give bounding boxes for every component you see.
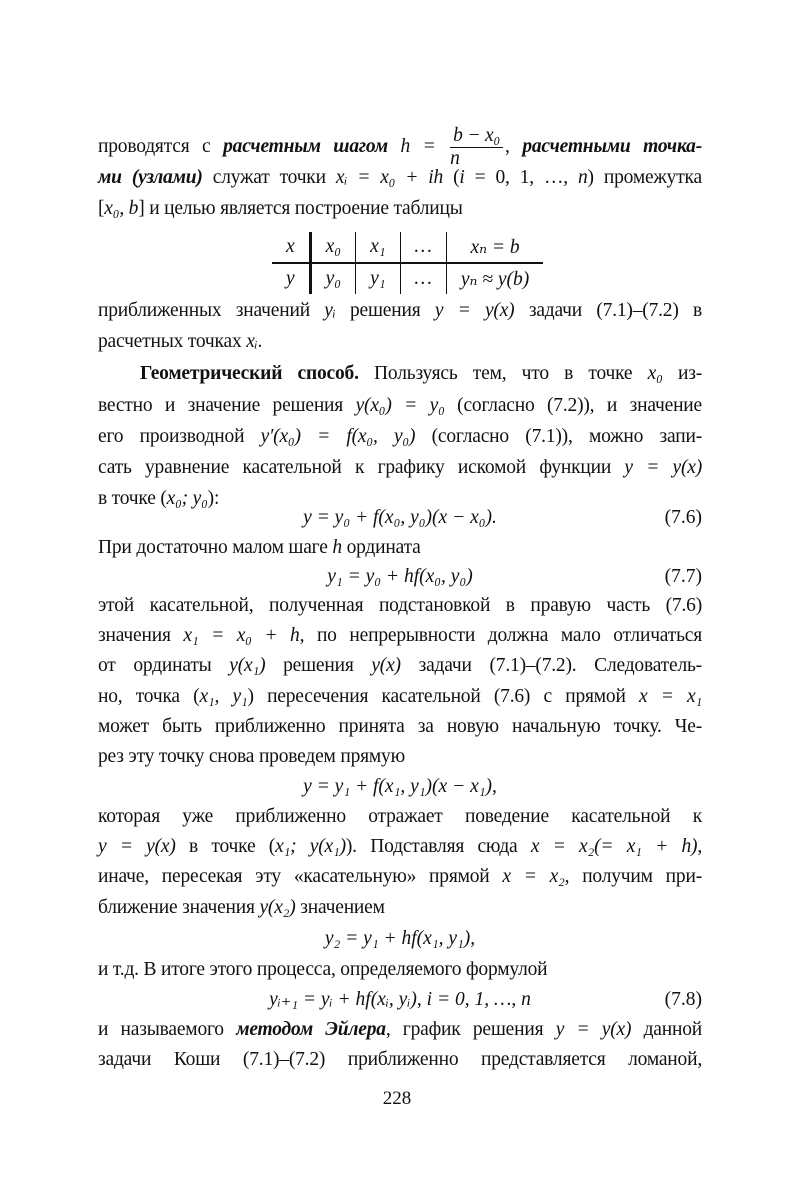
- text-run: приближенных значений: [98, 300, 325, 321]
- text-line: [98, 624, 702, 648]
- text-run: задачи Коши (7.1)–(7.2) приближенно представляется ломаной,: [98, 1049, 702, 1070]
- table-cell: …: [400, 263, 446, 294]
- text-run: но, точка (: [98, 686, 200, 707]
- text-run: ] и целью является построение таблицы: [138, 198, 463, 219]
- math-expression: yᵢ: [324, 300, 336, 321]
- equation-body: y = y₀ + f(x₀, y₀)(x − x₀).: [303, 507, 497, 528]
- text-run: рез эту точку снова проведем прямую: [98, 746, 405, 767]
- emphasized-term: расчетным шагом: [223, 135, 388, 157]
- text-run: Пользуясь тем, что в точке: [358, 363, 648, 384]
- text-line: [98, 715, 702, 739]
- text-line: [98, 865, 702, 889]
- text-line: [98, 685, 702, 709]
- text-line: [98, 654, 702, 678]
- fraction: [450, 125, 503, 170]
- equation-body: y₂ = y₁ + hf(x₁, y₁),: [324, 928, 476, 949]
- text-run: , по непрерывности должна мало отличаться: [299, 625, 702, 646]
- text-line: [98, 456, 702, 480]
- text-line: [98, 197, 702, 221]
- table-cell: xₙ = b: [446, 232, 543, 263]
- math-expression: y(x): [371, 655, 401, 676]
- text-line: [98, 1018, 702, 1042]
- text-run: ):: [207, 488, 220, 509]
- text-run: решения: [265, 655, 372, 676]
- text-run: ,: [697, 836, 702, 857]
- text-line: [98, 835, 702, 859]
- text-run: , график решения: [385, 1019, 556, 1040]
- math-expression: x = x₁: [639, 686, 702, 707]
- text-run: вестно и значение решения: [98, 395, 356, 416]
- math-expression: y = y(x): [434, 300, 515, 321]
- text-run: ) промежутка: [587, 167, 702, 188]
- math-expression: y(x₀) = y₀: [355, 395, 445, 416]
- equation-number: (7.7): [664, 566, 702, 587]
- text-run: и т.д. В итоге этого процесса, определяемого формулой: [98, 959, 548, 980]
- text-run: и называемого: [98, 1019, 237, 1040]
- text-run: значением: [295, 897, 385, 918]
- denominator: n: [450, 148, 460, 169]
- math-expression: h: [332, 537, 342, 558]
- math-expression: y = y(x): [555, 1019, 632, 1040]
- text-run: ближение значения: [98, 897, 260, 918]
- text-run: [: [98, 198, 105, 219]
- equation-body: y = y₁ + f(x₁, y₁)(x − x₁),: [303, 776, 497, 797]
- text-run: этой касательной, полученная подстановкой в правую часть (7.6): [98, 595, 702, 616]
- text-line: [98, 166, 702, 190]
- values-table: [272, 232, 543, 294]
- emphasized-term: ми (узлами): [98, 167, 203, 188]
- math-expression: xᵢ: [246, 331, 258, 352]
- table-row-y: [272, 263, 543, 294]
- math-expression: y′(x₀) = f(x₀, y₀): [260, 426, 416, 447]
- table-cell: y₁: [356, 263, 400, 294]
- text-run: ордината: [341, 537, 421, 558]
- text-run: ,: [505, 135, 523, 157]
- text-run: (согласно (7.2)), и значение: [444, 395, 702, 416]
- text-line: [98, 745, 702, 769]
- text-run: проводятся с: [98, 135, 224, 157]
- text-run: может быть приближенно принята за новую начальную точку. Че-: [98, 716, 702, 737]
- math-expression: h =: [387, 135, 449, 157]
- text-run: которая уже приближенно отражает поведение касательной к: [98, 806, 702, 827]
- math-expression: y = y(x): [624, 457, 702, 478]
- text-run: от ординаты: [98, 655, 230, 676]
- text-run: .: [257, 331, 263, 352]
- text-line: [98, 1048, 702, 1072]
- text-line: [98, 805, 702, 829]
- emphasized-term: расчетными точка-: [522, 135, 702, 157]
- equation-number: (7.6): [664, 507, 702, 528]
- text-run: данной: [631, 1019, 702, 1040]
- table-cell: x₀: [310, 232, 355, 263]
- text-run: расчетных точках: [98, 331, 247, 352]
- math-expression: xᵢ = x₀ + ih: [335, 167, 444, 188]
- math-expression: x₀; y₀: [166, 488, 208, 509]
- text-run: (: [443, 167, 460, 188]
- math-expression: x = x₂(= x₁ + h): [530, 836, 698, 857]
- math-expression: y = y(x): [98, 836, 176, 857]
- text-line: [98, 299, 702, 323]
- math-expression: x₀: [647, 363, 663, 384]
- text-run: задачи (7.1)–(7.2) в: [514, 300, 702, 321]
- math-expression: x₁; y(x₁): [275, 836, 346, 857]
- equation-number: (7.8): [664, 989, 702, 1010]
- text-run: (согласно (7.1)), можно запи-: [415, 426, 702, 447]
- text-line: [98, 594, 702, 618]
- math-expression: i: [459, 167, 465, 188]
- text-run: ). Подставляя сюда: [345, 836, 531, 857]
- text-run: , получим при-: [564, 866, 702, 887]
- emphasized-term: Геометрический способ.: [140, 363, 359, 384]
- text-run: его производной: [98, 426, 261, 447]
- text-run: задачи (7.1)–(7.2). Следователь-: [400, 655, 702, 676]
- table-row-x: [272, 232, 543, 263]
- equation-body: y₁ = y₀ + hf(x₀, y₀): [327, 566, 473, 587]
- text-run: иначе, пересекая эту «касательную» прямой: [98, 866, 503, 887]
- numerator: b − x₀: [450, 125, 503, 148]
- text-run: решения: [335, 300, 435, 321]
- math-expression: x₁, y₁: [199, 686, 248, 707]
- equation-body: yᵢ₊₁ = yᵢ + hf(xᵢ, yᵢ), i = 0, 1, …, n: [269, 989, 531, 1010]
- text-run: в точке (: [175, 836, 276, 857]
- table-cell: …: [400, 232, 446, 263]
- text-run: = 0, 1, …,: [464, 167, 578, 188]
- text-line: [140, 362, 702, 386]
- text-run: в точке (: [98, 488, 167, 509]
- text-run: При достаточно малом шаге: [98, 537, 333, 558]
- math-expression: y(x₂): [259, 897, 296, 918]
- page-number: 228: [382, 1088, 412, 1109]
- table-cell: yₙ ≈ y(b): [446, 263, 543, 294]
- text-line: [98, 125, 702, 170]
- text-run: сать уравнение касательной к графику искомой функции: [98, 457, 625, 478]
- table-cell: y: [286, 268, 295, 289]
- text-line: [98, 958, 702, 982]
- text-line: [98, 536, 702, 560]
- math-expression: x₁ = x₀ + h: [183, 625, 300, 646]
- table-cell: x₁: [356, 232, 400, 263]
- text-line: [98, 330, 702, 354]
- emphasized-term: методом Эйлера: [236, 1019, 386, 1040]
- text-line: [98, 896, 702, 920]
- math-expression: n: [577, 167, 588, 188]
- text-line: [98, 425, 702, 449]
- text-run: значения: [98, 625, 184, 646]
- math-expression: x = x₂: [502, 866, 565, 887]
- math-expression: y(x₁): [229, 655, 266, 676]
- text-run: ) пересечения касательной (7.6) с прямой: [247, 686, 639, 707]
- text-run: служат точки: [202, 167, 336, 188]
- table-cell: x: [272, 232, 310, 263]
- text-line: [98, 394, 702, 418]
- text-run: из-: [662, 363, 702, 384]
- table-cell: y₀: [310, 263, 355, 294]
- math-expression: x₀, b: [104, 198, 139, 219]
